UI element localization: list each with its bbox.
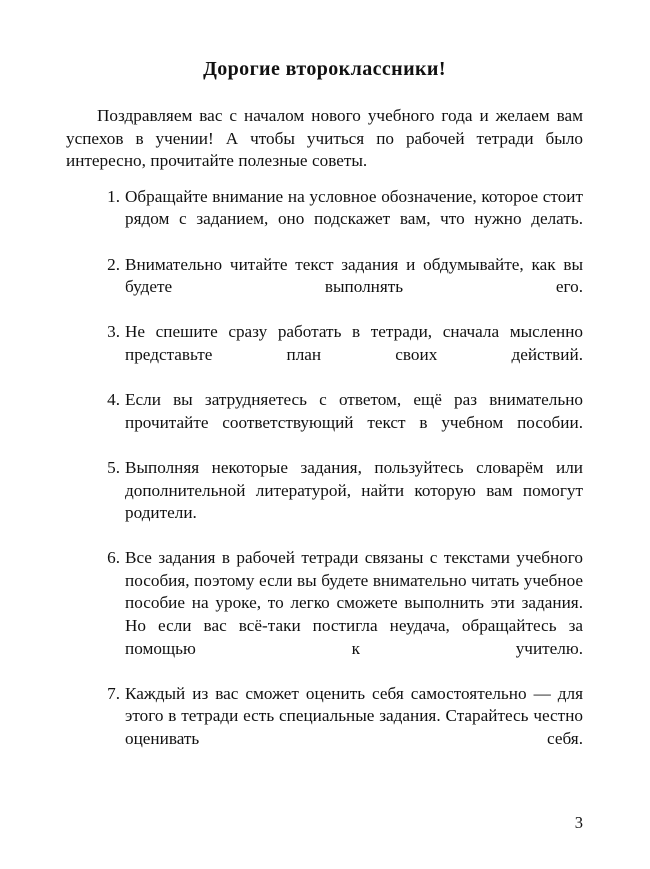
list-item-number: 4. [107, 390, 120, 410]
list-item [66, 186, 583, 254]
list-item-text: Не спешите сразу работать в тетради, сначала мысленно представьте план своих действий. [125, 322, 583, 364]
list-item-text: Внимательно читайте текст задания и обдумывайте, как вы будете выполнять его. [125, 254, 583, 297]
list-item [66, 683, 583, 773]
advice-list [66, 173, 583, 773]
list-item-text: Если вы затрудняетесь с ответом, ещё раз внимательно прочитайте соответствующий текст в учебном пособии. [125, 390, 583, 432]
list-item-number: 5. [107, 457, 120, 477]
list-item [66, 321, 583, 389]
list-item-text: Каждый из вас сможет оценить себя самостоятельно — для этого в тетради есть специальные задания. Старайтесь честно оценивать себя. [125, 683, 583, 749]
list-item-number: 2. [107, 254, 120, 274]
list-item [66, 457, 583, 547]
list-item-number: 1. [107, 186, 120, 206]
list-item-text: Все задания в рабочей тетради связаны с текстами учебного пособия, поэтому если вы будете внимательно читать учебное пособие на уроке, то легко сможете выполнить эти задания. Но если вас всё-таки постигла неудача, обращайтесь за помощью к учителю. [125, 548, 583, 658]
page-content [66, 0, 583, 773]
list-item [66, 389, 583, 457]
intro-paragraph: Поздравляем вас с началом нового учебного года и желаем вам успехов в учении! А чтобы учиться по рабочей тетради было интересно, прочитайте полезные советы. [66, 106, 583, 171]
list-item-number: 7. [107, 683, 120, 703]
list-item-text: Выполняя некоторые задания, пользуйтесь словарём или дополнительной литературой, найти которую вам помогут родители. [125, 457, 583, 523]
page-number: 3 [574, 813, 583, 832]
page-title: Дорогие второклассники! [203, 58, 446, 80]
list-item [66, 254, 583, 322]
list-item-number: 3. [107, 322, 120, 342]
list-item-number: 6. [107, 548, 120, 568]
list-item [66, 547, 583, 683]
list-item-text: Обращайте внимание на условное обозначение, которое стоит рядом с заданием, оно подскажет вам, что нужно делать. [125, 186, 583, 229]
